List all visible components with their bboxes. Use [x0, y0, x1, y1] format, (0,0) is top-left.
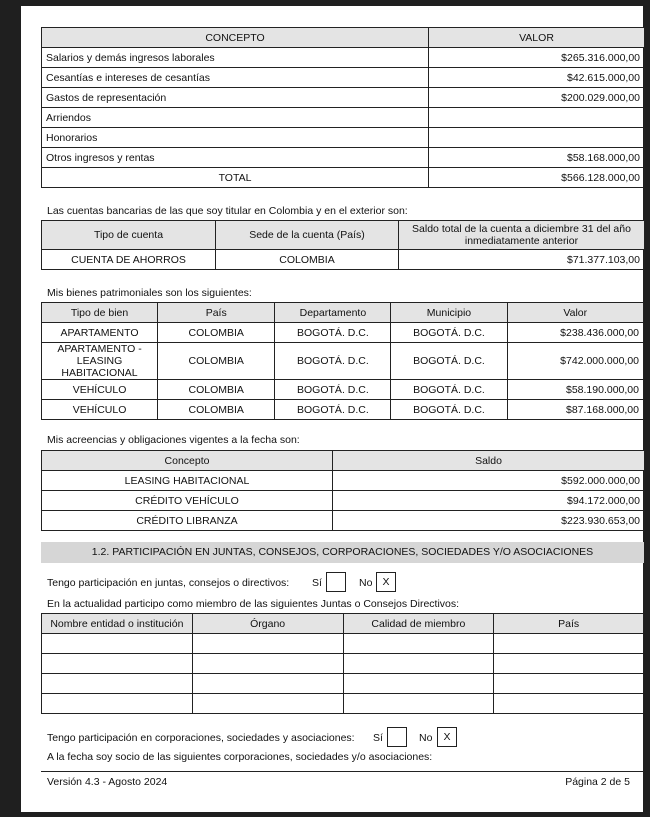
header-pais: País	[494, 614, 644, 634]
cell-concept: Cesantías e intereses de cesantías	[42, 68, 429, 88]
corp-yes-checkbox[interactable]	[387, 727, 407, 747]
header-valor: Valor	[507, 303, 643, 323]
header-tipo-cuenta: Tipo de cuenta	[42, 221, 216, 250]
corp-intro: A la fecha soy socio de las siguientes corporaciones, sociedades y/o asociaciones:	[47, 751, 433, 763]
cell-asset-municipality: BOGOTÁ. D.C.	[391, 323, 507, 343]
cell-concept: Gastos de representación	[42, 88, 429, 108]
obligations-intro: Mis acreencias y obligaciones vigentes a la fecha son:	[47, 434, 300, 446]
header-departamento: Departamento	[275, 303, 391, 323]
table-row	[42, 400, 644, 420]
table-row	[42, 343, 644, 380]
boards-yes-checkbox[interactable]	[326, 572, 346, 592]
table-row	[42, 68, 645, 88]
corp-no-checkbox[interactable]: X	[437, 727, 457, 747]
empty-cell	[192, 694, 343, 714]
table-row	[42, 674, 644, 694]
table-row	[42, 128, 645, 148]
cell-asset-value: $238.436.000,00	[507, 323, 643, 343]
empty-cell	[494, 654, 644, 674]
cell-account-country: COLOMBIA	[216, 250, 399, 270]
cell-asset-municipality: BOGOTÁ. D.C.	[391, 400, 507, 420]
table-row	[42, 654, 644, 674]
header-saldo: Saldo	[333, 451, 645, 471]
cell-concept: Honorarios	[42, 128, 429, 148]
table-header-row	[42, 303, 644, 323]
cell-concept: Arriendos	[42, 108, 429, 128]
cell-asset-value: $742.000.000,00	[507, 343, 643, 380]
cell-asset-value: $58.190.000,00	[507, 380, 643, 400]
cell-obligation-balance: $223.930.653,00	[333, 511, 645, 531]
header-valor: VALOR	[429, 28, 645, 48]
header-nombre-entidad: Nombre entidad o institución	[42, 614, 193, 634]
boards-no-checkbox[interactable]: X	[376, 572, 396, 592]
empty-cell	[192, 634, 343, 654]
corp-yes-label: Sí	[373, 732, 383, 744]
total-row	[42, 168, 645, 188]
cell-asset-department: BOGOTÁ. D.C.	[275, 380, 391, 400]
table-row	[42, 471, 645, 491]
header-calidad-miembro: Calidad de miembro	[343, 614, 494, 634]
empty-cell	[343, 634, 494, 654]
cell-value: $42.615.000,00	[429, 68, 645, 88]
bank-accounts-table	[41, 220, 645, 270]
header-tipo-bien: Tipo de bien	[42, 303, 158, 323]
empty-cell	[192, 674, 343, 694]
cell-value: $200.029.000,00	[429, 88, 645, 108]
cell-obligation-balance: $592.000.000,00	[333, 471, 645, 491]
empty-cell	[343, 694, 494, 714]
cell-asset-type: VEHÍCULO	[42, 380, 158, 400]
empty-cell	[42, 694, 193, 714]
table-row	[42, 148, 645, 168]
empty-cell	[192, 654, 343, 674]
cell-concept: Salarios y demás ingresos laborales	[42, 48, 429, 68]
cell-value	[429, 128, 645, 148]
assets-intro: Mis bienes patrimoniales son los siguientes:	[47, 287, 252, 299]
total-label: TOTAL	[42, 168, 429, 188]
boards-intro: En la actualidad participo como miembro de las siguientes Juntas o Consejos Directivos:	[47, 598, 460, 610]
cell-obligation-concept: LEASING HABITACIONAL	[42, 471, 333, 491]
corp-no-label: No	[419, 732, 433, 744]
table-row	[42, 380, 644, 400]
cell-asset-municipality: BOGOTÁ. D.C.	[391, 380, 507, 400]
cell-asset-department: BOGOTÁ. D.C.	[275, 343, 391, 380]
cell-value	[429, 108, 645, 128]
cell-asset-type: VEHÍCULO	[42, 400, 158, 420]
cell-obligation-concept: CRÉDITO VEHÍCULO	[42, 491, 333, 511]
cell-asset-municipality: BOGOTÁ. D.C.	[391, 343, 507, 380]
empty-cell	[343, 674, 494, 694]
table-row	[42, 634, 644, 654]
footer-page-number: Página 2 de 5	[565, 776, 630, 788]
table-row	[42, 491, 645, 511]
document-page	[21, 6, 643, 812]
cell-account-balance: $71.377.103,00	[399, 250, 645, 270]
empty-cell	[343, 654, 494, 674]
table-header-row	[42, 614, 644, 634]
corp-question: Tengo participación en corporaciones, sociedades y asociaciones:	[47, 732, 355, 744]
header-concepto: CONCEPTO	[42, 28, 429, 48]
empty-cell	[42, 654, 193, 674]
table-row	[42, 88, 645, 108]
empty-cell	[494, 674, 644, 694]
cell-concept: Otros ingresos y rentas	[42, 148, 429, 168]
income-table	[41, 27, 645, 188]
header-municipio: Municipio	[391, 303, 507, 323]
cell-account-type: CUENTA DE AHORROS	[42, 250, 216, 270]
total-value: $566.128.000,00	[429, 168, 645, 188]
table-row	[42, 48, 645, 68]
table-row	[42, 511, 645, 531]
empty-cell	[494, 694, 644, 714]
boards-question: Tengo participación en juntas, consejos o directivos:	[47, 577, 290, 589]
header-pais: País	[158, 303, 275, 323]
cell-asset-country: COLOMBIA	[158, 400, 275, 420]
table-row	[42, 323, 644, 343]
cell-asset-country: COLOMBIA	[158, 380, 275, 400]
cell-value: $58.168.000,00	[429, 148, 645, 168]
empty-cell	[42, 634, 193, 654]
obligations-table	[41, 450, 645, 531]
table-header-row	[42, 221, 645, 250]
cell-obligation-balance: $94.172.000,00	[333, 491, 645, 511]
cell-asset-country: COLOMBIA	[158, 343, 275, 380]
header-saldo-total: Saldo total de la cuenta a diciembre 31 del año inmediatamente anterior	[399, 221, 645, 250]
header-concepto: Concepto	[42, 451, 333, 471]
table-row	[42, 250, 645, 270]
footer-divider	[41, 771, 644, 772]
empty-cell	[494, 634, 644, 654]
assets-table	[41, 302, 644, 420]
cell-value: $265.316.000,00	[429, 48, 645, 68]
footer-version: Versión 4.3 - Agosto 2024	[47, 776, 168, 788]
cell-asset-type: APARTAMENTO - LEASING HABITACIONAL	[42, 343, 158, 380]
table-row	[42, 694, 644, 714]
table-header-row	[42, 451, 645, 471]
cell-asset-department: BOGOTÁ. D.C.	[275, 400, 391, 420]
table-row	[42, 108, 645, 128]
cell-asset-country: COLOMBIA	[158, 323, 275, 343]
table-header-row	[42, 28, 645, 48]
boards-yes-label: Sí	[312, 577, 322, 589]
header-sede-cuenta: Sede de la cuenta (País)	[216, 221, 399, 250]
boards-no-label: No	[359, 577, 373, 589]
section-1-2-title: 1.2. PARTICIPACIÓN EN JUNTAS, CONSEJOS, CORPORACIONES, SOCIEDADES Y/O ASOCIACIONES	[41, 542, 644, 563]
empty-cell	[42, 674, 193, 694]
bank-accounts-intro: Las cuentas bancarias de las que soy titular en Colombia y en el exterior son:	[47, 205, 408, 217]
header-organo: Órgano	[192, 614, 343, 634]
cell-obligation-concept: CRÉDITO LIBRANZA	[42, 511, 333, 531]
boards-table	[41, 613, 644, 714]
cell-asset-type: APARTAMENTO	[42, 323, 158, 343]
cell-asset-value: $87.168.000,00	[507, 400, 643, 420]
cell-asset-department: BOGOTÁ. D.C.	[275, 323, 391, 343]
